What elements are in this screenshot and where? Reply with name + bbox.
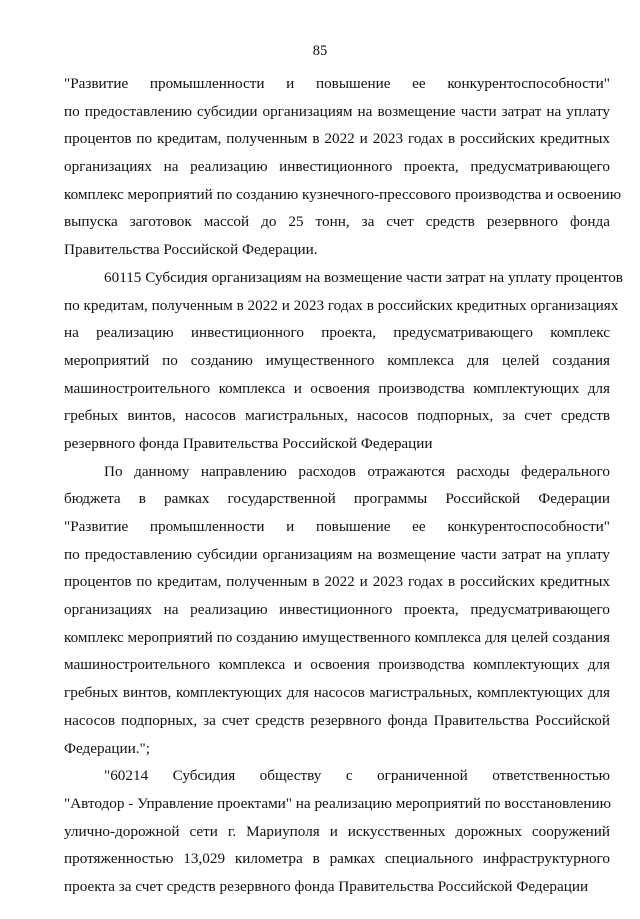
document-body bbox=[64, 70, 623, 901]
paragraph-2 bbox=[64, 264, 623, 458]
text-line: улично-дорожной сети г. Мариуполя и искусственных дорожных сооружений bbox=[64, 822, 610, 840]
text-line: "Развитие промышленности и повышение ее конкурентоспособности" bbox=[64, 518, 610, 535]
text-line: По данному направлению расходов отражаются расходы федерального bbox=[104, 462, 610, 480]
paragraph-1 bbox=[64, 70, 622, 264]
text-line: по предоставлению субсидии организациям на возмещение части затрат на уплату bbox=[64, 545, 610, 563]
text-line: машиностроительного комплекса и освоения производства комплектующих для bbox=[64, 656, 610, 674]
text-line: организациях на реализацию инвестиционного проекта, предусматривающего bbox=[64, 601, 610, 619]
text-line: насосов подпорных, за счет средств резервного фонда Правительства Российской bbox=[64, 711, 610, 729]
text-line: 60115 Субсидия организациям на возмещение части затрат на уплату процентов bbox=[104, 268, 623, 286]
text-line: "Развитие промышленности и повышение ее конкурентоспособности" bbox=[64, 75, 610, 92]
text-line: процентов по кредитам, полученным в 2022 и 2023 годах в российских кредитных bbox=[64, 130, 610, 148]
text-line: по предоставлению субсидии организациям на возмещение части затрат на уплату bbox=[64, 102, 610, 120]
text-line: "60214 Субсидия обществу с ограниченной ответственностью bbox=[104, 767, 610, 785]
text-line: резервного фонда Правительства Российской Федерации bbox=[64, 434, 433, 452]
paragraph-3 bbox=[64, 458, 610, 763]
text-line: гребных винтов, насосов магистральных, насосов подпорных, за счет средств bbox=[64, 407, 610, 425]
text-line: гребных винтов, комплектующих для насосов магистральных, комплектующих для bbox=[64, 684, 610, 702]
text-line: комплекс мероприятий по созданию имущественного комплекса для целей создания bbox=[64, 628, 610, 646]
text-line: протяженностью 13,029 километра в рамках специального инфраструктурного bbox=[64, 850, 610, 868]
page-number: 85 bbox=[312, 43, 328, 59]
text-line: мероприятий по созданию имущественного комплекса для целей создания bbox=[64, 351, 610, 369]
text-line: организациях на реализацию инвестиционного проекта, предусматривающего bbox=[64, 158, 610, 176]
text-line: бюджета в рамках государственной программы Российской Федерации bbox=[64, 490, 610, 508]
text-line: выпуска заготовок массой до 25 тонн, за счет средств резервного фонда bbox=[64, 213, 610, 231]
text-line: Федерации."; bbox=[64, 739, 150, 757]
text-line: процентов по кредитам, полученным в 2022 и 2023 годах в российских кредитных bbox=[64, 573, 610, 591]
text-line: по кредитам, полученным в 2022 и 2023 годах в российских кредитных организациях bbox=[64, 296, 619, 314]
text-line: Правительства Российской Федерации. bbox=[64, 241, 318, 259]
text-line: комплекс мероприятий по созданию кузнечного-прессового производства и освоению bbox=[64, 185, 622, 203]
text-line: "Автодор - Управление проектами" на реализацию мероприятий по восстановлению bbox=[64, 794, 611, 812]
paragraph-4 bbox=[64, 762, 610, 900]
text-line: на реализацию инвестиционного проекта, предусматривающего комплекс bbox=[64, 324, 610, 342]
text-line: машиностроительного комплекса и освоения производства комплектующих для bbox=[64, 379, 610, 397]
text-line: проекта за счет средств резервного фонда Правительства Российской Федерации bbox=[64, 877, 589, 895]
